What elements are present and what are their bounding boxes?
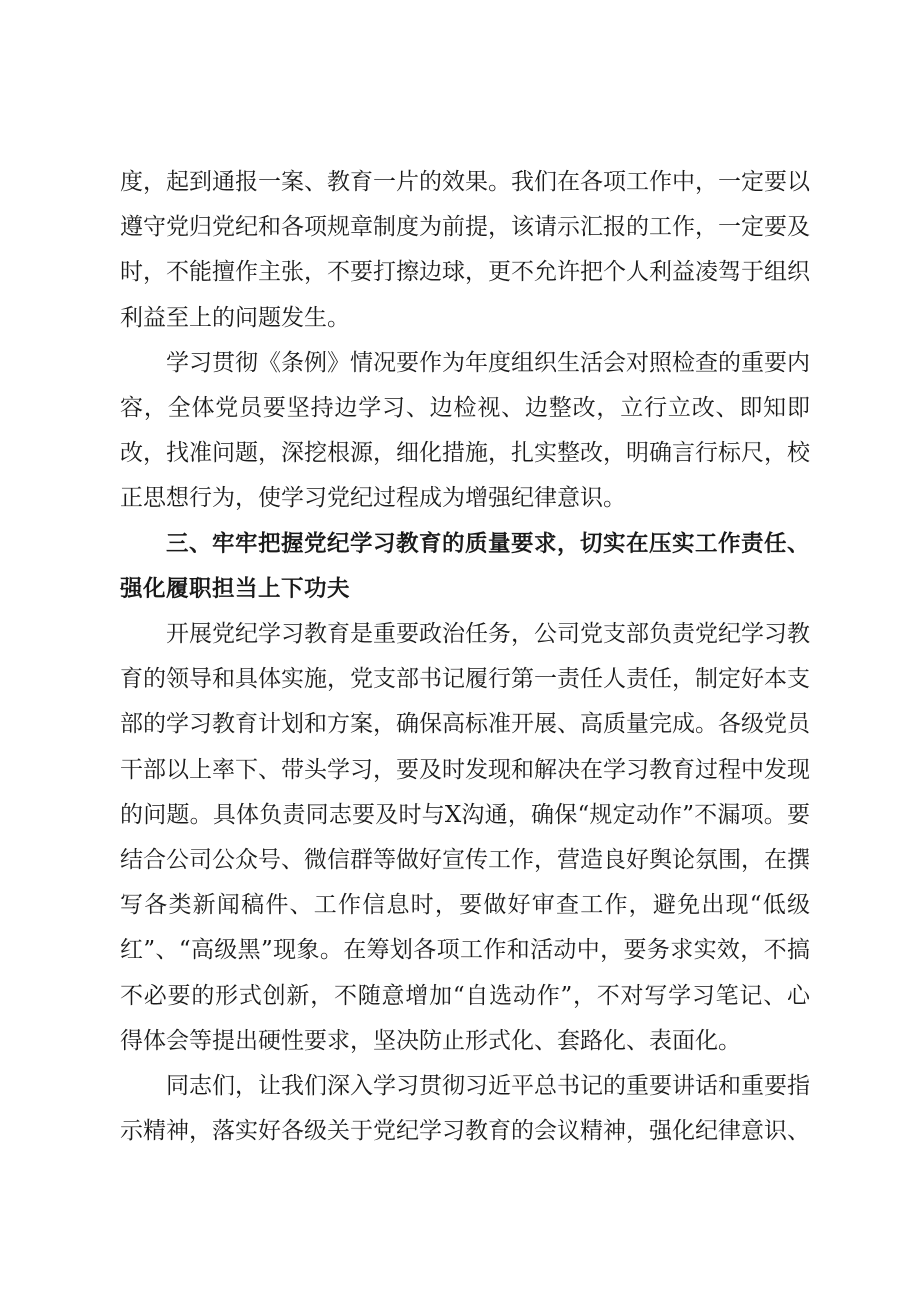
paragraph-continuation: 度，起到通报一案、教育一片的效果。我们在各项工作中，一定要以遵守党归党纪和各项规章制度为前提，该请示汇报的工作，一定要及时，不能擅作主张，不要打擦边球，更不允许把个人利益凌驾于组织利益至上的问题发生。 (120, 169, 810, 331)
paragraph-education-requirements: 开展党纪学习教育是重要政治任务，公司党支部负责党纪学习教育的领导和具体实施，党支部书记履行第一责任人责任，制定好本支部的学习教育计划和方案，确保高标准开展、高质量完成。各级党员干部以上率下、带头学习，要及时发现和解决在学习教育过程中发现的问题。具体负责同志要及时与X沟通，确保“规定动作”不漏项。要结合公司公众号、微信群等做好宣传工作，营造良好舆论氛围，在撰写各类新闻稿件、工作信息时，要做好审查工作，避免出现“低级红”、“高级黑”现象。在筹划各项工作和活动中，要务求实效，不搞不必要的形式创新，不随意增加“自选动作”，不对写学习笔记、心得体会等提出硬性要求，坚决防止形式化、套路化、表面化。 (120, 621, 810, 1054)
document-body (120, 160, 810, 1154)
paragraph-closing: 同志们，让我们深入学习贯彻习近平总书记的重要讲话和重要指示精神，落实好各级关于党纪学习教育的会议精神，强化纪律意识、 (120, 1073, 810, 1145)
section-heading-three: 三、牢牢把握党纪学习教育的质量要求，切实在压实工作责任、强化履职担当上下功夫 (120, 530, 811, 602)
paragraph-regulation-study: 学习贯彻《条例》情况要作为年度组织生活会对照检查的重要内容，全体党员要坚持边学习、边检视、边整改，立行立改、即知即改，找准问题，深挖根源，细化措施，扎实整改，明确言行标尺，校正思想行为，使学习党纪过程成为增强纪律意识。 (120, 349, 810, 512)
